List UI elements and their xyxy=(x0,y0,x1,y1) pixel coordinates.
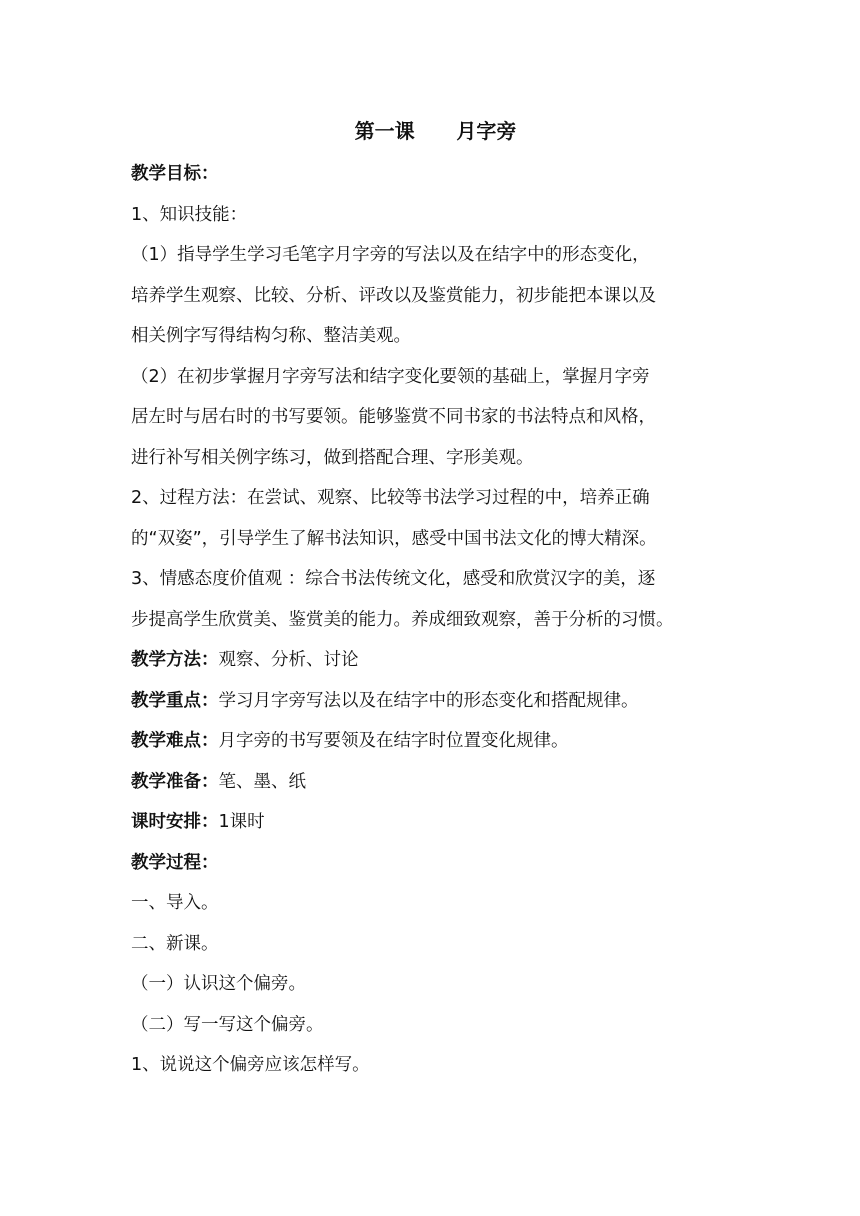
section-text: 步提高学生欣赏美、鉴赏美的能力。养成细致观察，善于分析的习惯。 xyxy=(131,609,674,630)
section-text: 的“双姿”，引导学生了解书法知识，感受中国书法文化的博大精深。 xyxy=(131,528,657,549)
section-label: 教学目标： xyxy=(131,164,219,184)
text-line xyxy=(131,276,740,317)
section-text: 1、知识技能： xyxy=(131,204,248,225)
section-text: 培养学生观察、比较、分析、评改以及鉴赏能力，初步能把本课以及 xyxy=(131,285,656,306)
section-text: （2）在初步掌握月字旁写法和结字变化要领的基础上，掌握月字旁 xyxy=(131,366,650,387)
text-line xyxy=(131,640,740,681)
section-text: （1）指导学生学习毛笔字月字旁的写法以及在结字中的形态变化， xyxy=(131,245,650,265)
text-line xyxy=(131,235,740,276)
text-line xyxy=(131,762,740,803)
text-line xyxy=(131,802,740,843)
section-text: 进行补写相关例字练习，做到搭配合理、字形美观。 xyxy=(131,447,534,468)
text-line xyxy=(131,883,740,924)
text-line xyxy=(131,843,740,884)
lesson-title: 第一课 月字旁 xyxy=(354,119,517,143)
text-line xyxy=(131,316,740,357)
text-line xyxy=(131,964,740,1005)
section-text: 3、情感态度价值观 ：综合书法传统文化，感受和欣赏汉字的美，逐 xyxy=(131,569,656,589)
section-label: 课时安排： xyxy=(131,812,219,832)
section-text: 二、新课。 xyxy=(131,933,219,954)
text-line xyxy=(131,438,740,479)
section-text: （一）认识这个偏旁。 xyxy=(131,974,306,994)
section-text: 观察、分析、讨论 xyxy=(218,650,359,670)
text-line xyxy=(131,357,740,398)
section-text: 月字旁的书写要领及在结字时位置变化规律。 xyxy=(218,731,569,751)
section-text: 一、导入。 xyxy=(131,893,219,913)
text-line xyxy=(131,1005,740,1046)
section-label: 教学过程： xyxy=(131,852,219,873)
section-label: 教学准备： xyxy=(131,771,219,792)
text-line xyxy=(131,195,740,236)
section-label: 教学难点： xyxy=(131,731,219,751)
section-text: 2、过程方法：在尝试、观察、比较等书法学习过程的中，培养正确 xyxy=(131,488,650,508)
section-text: 1课时 xyxy=(218,812,265,832)
section-text: 笔、墨、纸 xyxy=(218,771,306,792)
text-line xyxy=(131,154,740,195)
text-line xyxy=(131,397,740,438)
text-line xyxy=(131,681,740,722)
section-label: 教学重点： xyxy=(131,690,219,711)
text-line xyxy=(131,924,740,965)
text-line xyxy=(131,478,740,519)
section-text: （二）写一写这个偏旁。 xyxy=(131,1014,324,1035)
text-line xyxy=(131,600,740,641)
section-label: 教学方法： xyxy=(131,650,219,670)
text-line xyxy=(131,559,740,600)
section-text: 居左时与居右时的书写要领。能够鉴赏不同书家的书法特点和风格， xyxy=(131,407,656,427)
section-text: 相关例字写得结构匀称、整洁美观。 xyxy=(131,326,411,346)
section-text: 学习月字旁写法以及在结字中的形态变化和搭配规律。 xyxy=(218,690,639,711)
text-line xyxy=(131,1045,740,1086)
text-line xyxy=(131,519,740,560)
text-line xyxy=(131,721,740,762)
section-text: 1、说说这个偏旁应该怎样写。 xyxy=(131,1055,370,1075)
